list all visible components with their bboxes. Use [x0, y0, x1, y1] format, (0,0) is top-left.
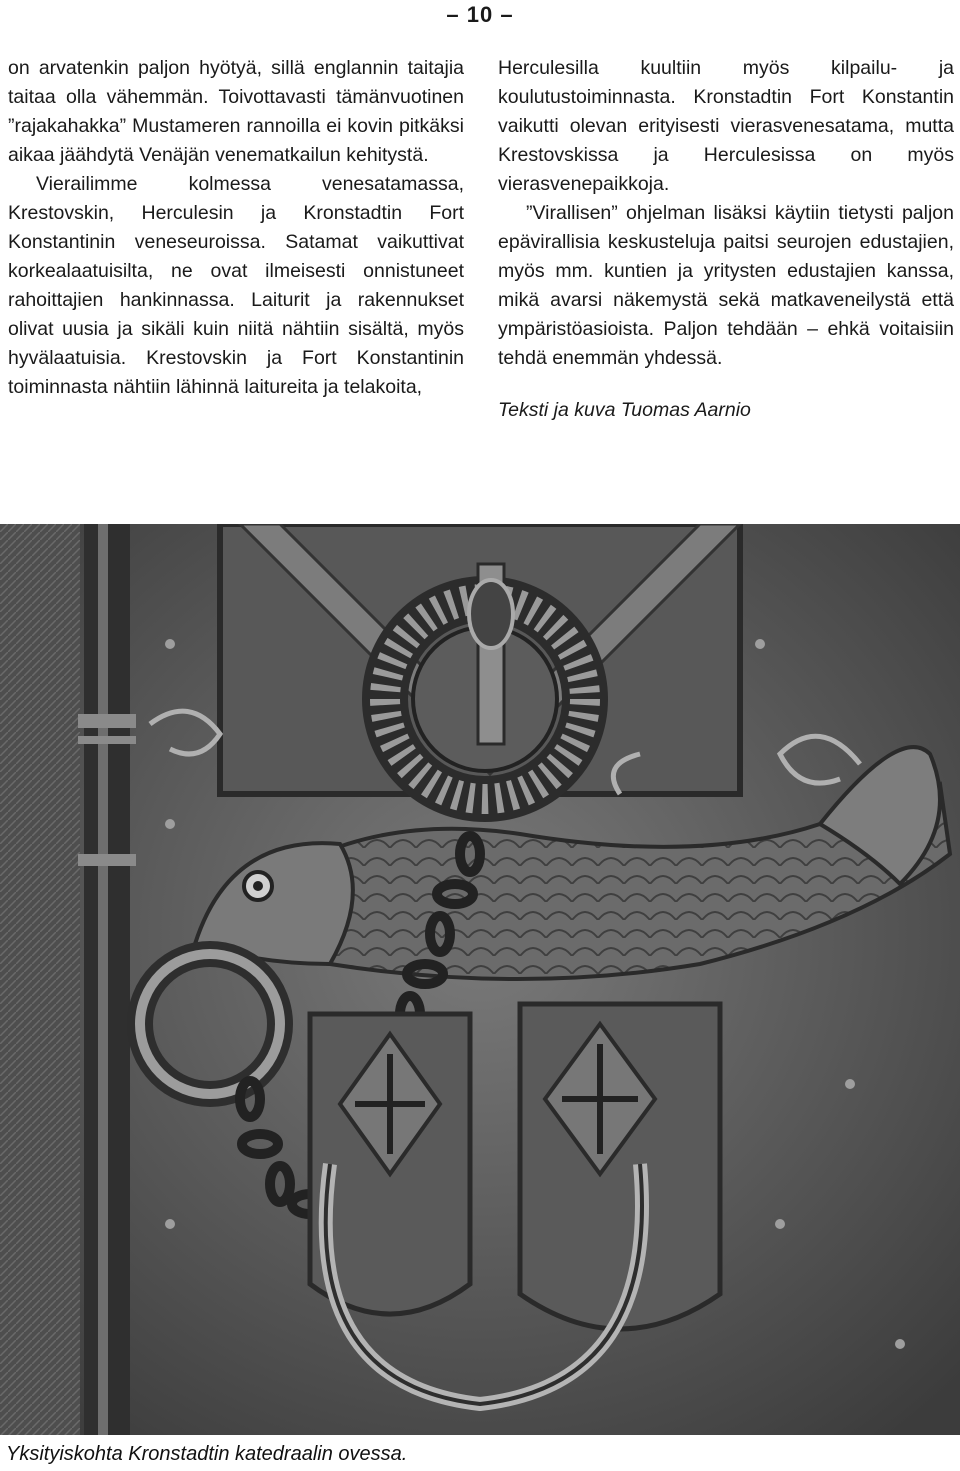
left-paragraph-2: Vierailimme kolmessa venesatamassa, Krestovskin, Herculesin ja Kronstadtin Fort Konstantinin veneseuroissa. Satamat vaikuttivat korkealaatuisilta, ne ovat ilmeisesti onnistuneet rahoittajien hankinnassa. Laiturit ja rakennukset olivat uusia ja sikäli kuin niitä nähtiin sisältä, myös hyvälaatuisia. Krestovskin ja Fort Konstantinin toiminnasta nähtiin lähinnä laitureita ja telakoita, — [8, 173, 464, 398]
door-illustration — [0, 524, 960, 1435]
right-paragraph-1: Herculesilla kuultiin myös kilpailu- ja koulutustoiminnasta. Kronstadtin Fort Konstantin vaikutti olevan erityisesti vierasvenesatama, mutta Krestovskissa ja Herculesissa on myös vierasvenepaikkoja. — [498, 57, 954, 195]
byline: Teksti ja kuva Tuomas Aarnio — [498, 399, 751, 421]
right-paragraph-2: ”Virallisen” ohjelman lisäksi käytiin tietysti paljon epävirallisia keskusteluja paitsi seurojen edustajien, myös mm. kuntien ja yritysten edustajien kanssa, mikä avarsi näkemystä sekä matkaveneilystä että ympäristöasioista. Paljon tehdään – ehkä voitaisiin tehdä enemmän yhdessä. — [498, 202, 954, 369]
right-column — [498, 54, 954, 425]
left-column — [8, 54, 464, 402]
page-number: – 10 – — [446, 2, 514, 27]
cathedral-door-photo — [0, 524, 960, 1435]
left-paragraph-1: on arvatenkin paljon hyötyä, sillä englannin taitajia taitaa olla vähemmän. Toivottavasti tämänvuotinen ”rajakahakka” Mustameren rannoilla ei kovin pitkäksi aikaa jäähdytä Venäjän venematkailun kehitystä. — [8, 57, 464, 166]
ring-mount-top — [469, 580, 513, 648]
pipe-highlight — [98, 524, 108, 1435]
left-textured-panel — [0, 524, 80, 1435]
photo-caption: Yksityiskohta Kronstadtin katedraalin ovessa. — [6, 1443, 408, 1465]
